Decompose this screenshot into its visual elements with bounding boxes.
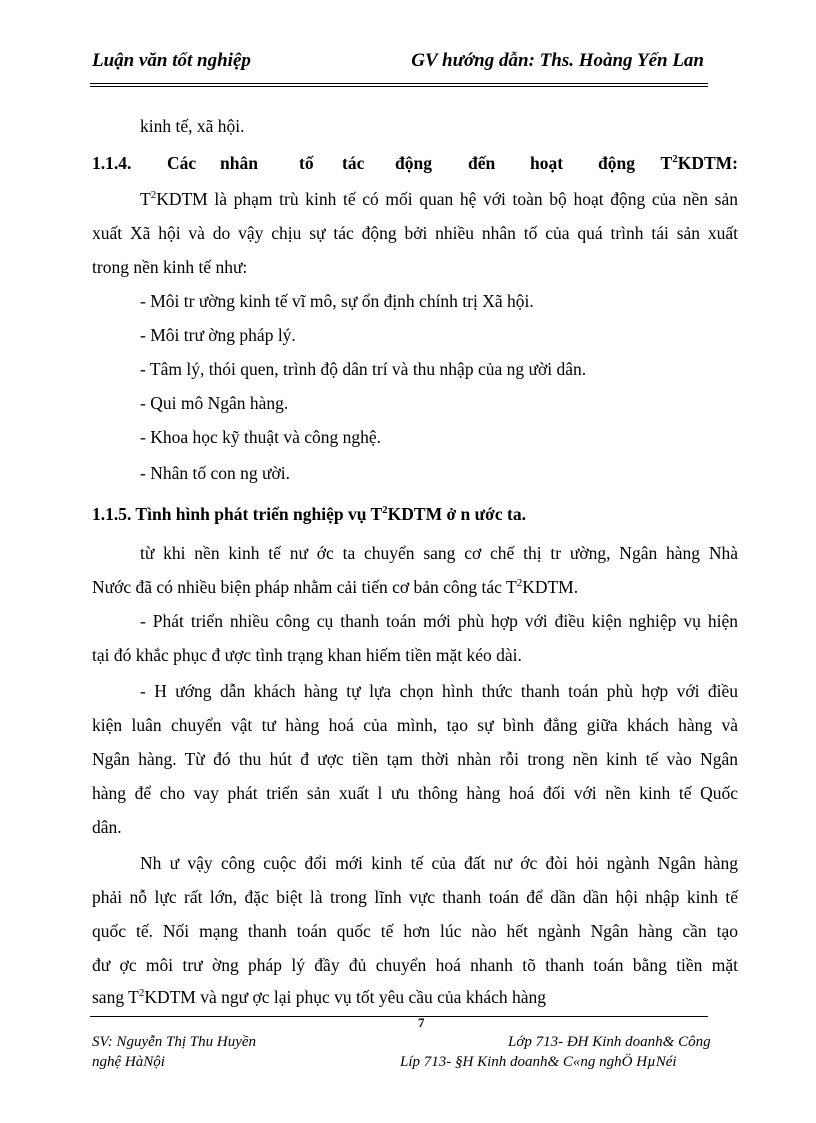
- paragraph-2-line-1: từ khi nền kinh tế nư ớc ta chuyển sang cơ chế thị tr ường, Ngân hàng Nhà: [140, 543, 738, 563]
- paragraph-4-line-1: - H ướng dẫn khách hàng tự lựa chọn hình thức thanh toán phù hợp với điều: [140, 681, 738, 701]
- paragraph-1-line-2: xuất Xã hội và do vậy chịu sự tác động bởi nhiều nhân tố của quá trình tái sản xuất: [92, 223, 738, 243]
- paragraph-2-line-2: Nước đã có nhiều biện pháp nhằm cải tiến cơ bản công tác $T^2KDTM$.: [92, 577, 579, 597]
- paragraph-4-line-2: kiện luân chuyển vật tư hàng hoá của mình, tạo sự bình đẳng giữa khách hàng và: [92, 715, 738, 735]
- running-header-advisor: GV hướng dẫn: Ths. Hoàng Yến Lan: [411, 50, 704, 71]
- footer-class-line-1: Lớp 713- ĐH Kinh doanh& Công: [508, 1034, 711, 1050]
- paragraph-4-line-3: Ngân hàng. Từ đó thu hút đ ược tiền tạm thời nhàn rỗi trong nền kinh tế vào Ngân: [92, 749, 738, 769]
- section-heading-1-1-5: 1.1.5. Tình hình phát triển nghiệp vụ $T^2KDTM$ ở n ước ta.: [92, 504, 526, 524]
- heading-word: tố: [299, 153, 314, 173]
- heading-word: động: [598, 153, 635, 173]
- footer-student-location: nghệ HàNội: [92, 1054, 165, 1070]
- heading-word: động: [395, 153, 432, 173]
- factor-item: - Môi tr ường kinh tế vĩ mô, sự ổn định chính trị Xã hội.: [140, 291, 534, 311]
- page-number: 7: [418, 1015, 425, 1030]
- header-rule: [90, 83, 708, 84]
- running-header-title: Luận văn tốt nghiệp: [92, 50, 251, 71]
- paragraph-4-line-4: hàng để cho vay phát triển sản xuất l ưu thông hàng hoá đối với nền kinh tế Quốc: [92, 783, 738, 803]
- paragraph-4-line-5: dân.: [92, 817, 122, 837]
- heading-number: 1.1.4.: [92, 153, 132, 173]
- heading-word: Các: [167, 153, 197, 173]
- heading-word: hoạt: [530, 153, 564, 173]
- intro-line: kinh tế, xã hội.: [140, 116, 245, 136]
- paragraph-5-line-4: đư ợc môi trư ờng pháp lý đầy đủ chuyển hoá nhanh tõ thanh toán bằng tiền mặt: [92, 955, 738, 975]
- footer-student-name: SV: Nguyễn Thị Thu Huyền: [92, 1034, 257, 1050]
- heading-word-t2kdtm: $T^2KDTM$:: [660, 153, 738, 173]
- footer-class-line-2: Líp 713- §H Kinh doanh& C«ng nghÖ HµNéi: [400, 1054, 677, 1070]
- heading-word: đến: [468, 153, 496, 173]
- paragraph-1-line-1: $T^2KDTM$ là phạm trù kinh tế có mối quan hệ với toàn bộ hoạt động của nền sản: [140, 189, 738, 209]
- heading-word: nhân: [220, 153, 258, 173]
- paragraph-1-line-3: trong nền kinh tế như:: [92, 257, 248, 277]
- paragraph-3-line-1: - Phát triển nhiều công cụ thanh toán mới phù hợp với điều kiện nghiệp vụ hiện: [140, 611, 738, 631]
- paragraph-5-line-5: sang $T^2KDTM$ và ngư ợc lại phục vụ tốt yêu cầu của khách hàng: [92, 987, 546, 1007]
- paragraph-5-line-2: phải nỗ lực rất lớn, đặc biệt là trong lĩnh vực thanh toán để dần dần hội nhập kinh tế: [92, 887, 738, 907]
- paragraph-3-line-2: tại đó khắc phục đ ược tình trạng khan hiếm tiền mặt kéo dài.: [92, 645, 522, 665]
- paragraph-5-line-3: quốc tế. Nối mạng thanh toán quốc tế hơn lúc nào hết ngành Ngân hàng cần tạo: [92, 921, 738, 941]
- factor-item: - Khoa học kỹ thuật và công nghệ.: [140, 427, 382, 447]
- factor-item: - Nhân tố con ng ười.: [140, 463, 290, 483]
- footer-rule: [90, 1016, 708, 1017]
- factor-item: - Môi trư ờng pháp lý.: [140, 325, 296, 345]
- header-rule-double: [90, 86, 708, 87]
- paragraph-5-line-1: Nh ư vậy công cuộc đổi mới kinh tế của đất nư ớc đòi hỏi ngành Ngân hàng: [140, 853, 738, 873]
- heading-word: tác: [342, 153, 365, 173]
- factor-item: - Tâm lý, thói quen, trình độ dân trí và thu nhập của ng ười dân.: [140, 359, 587, 379]
- factor-item: - Qui mô Ngân hàng.: [140, 393, 289, 413]
